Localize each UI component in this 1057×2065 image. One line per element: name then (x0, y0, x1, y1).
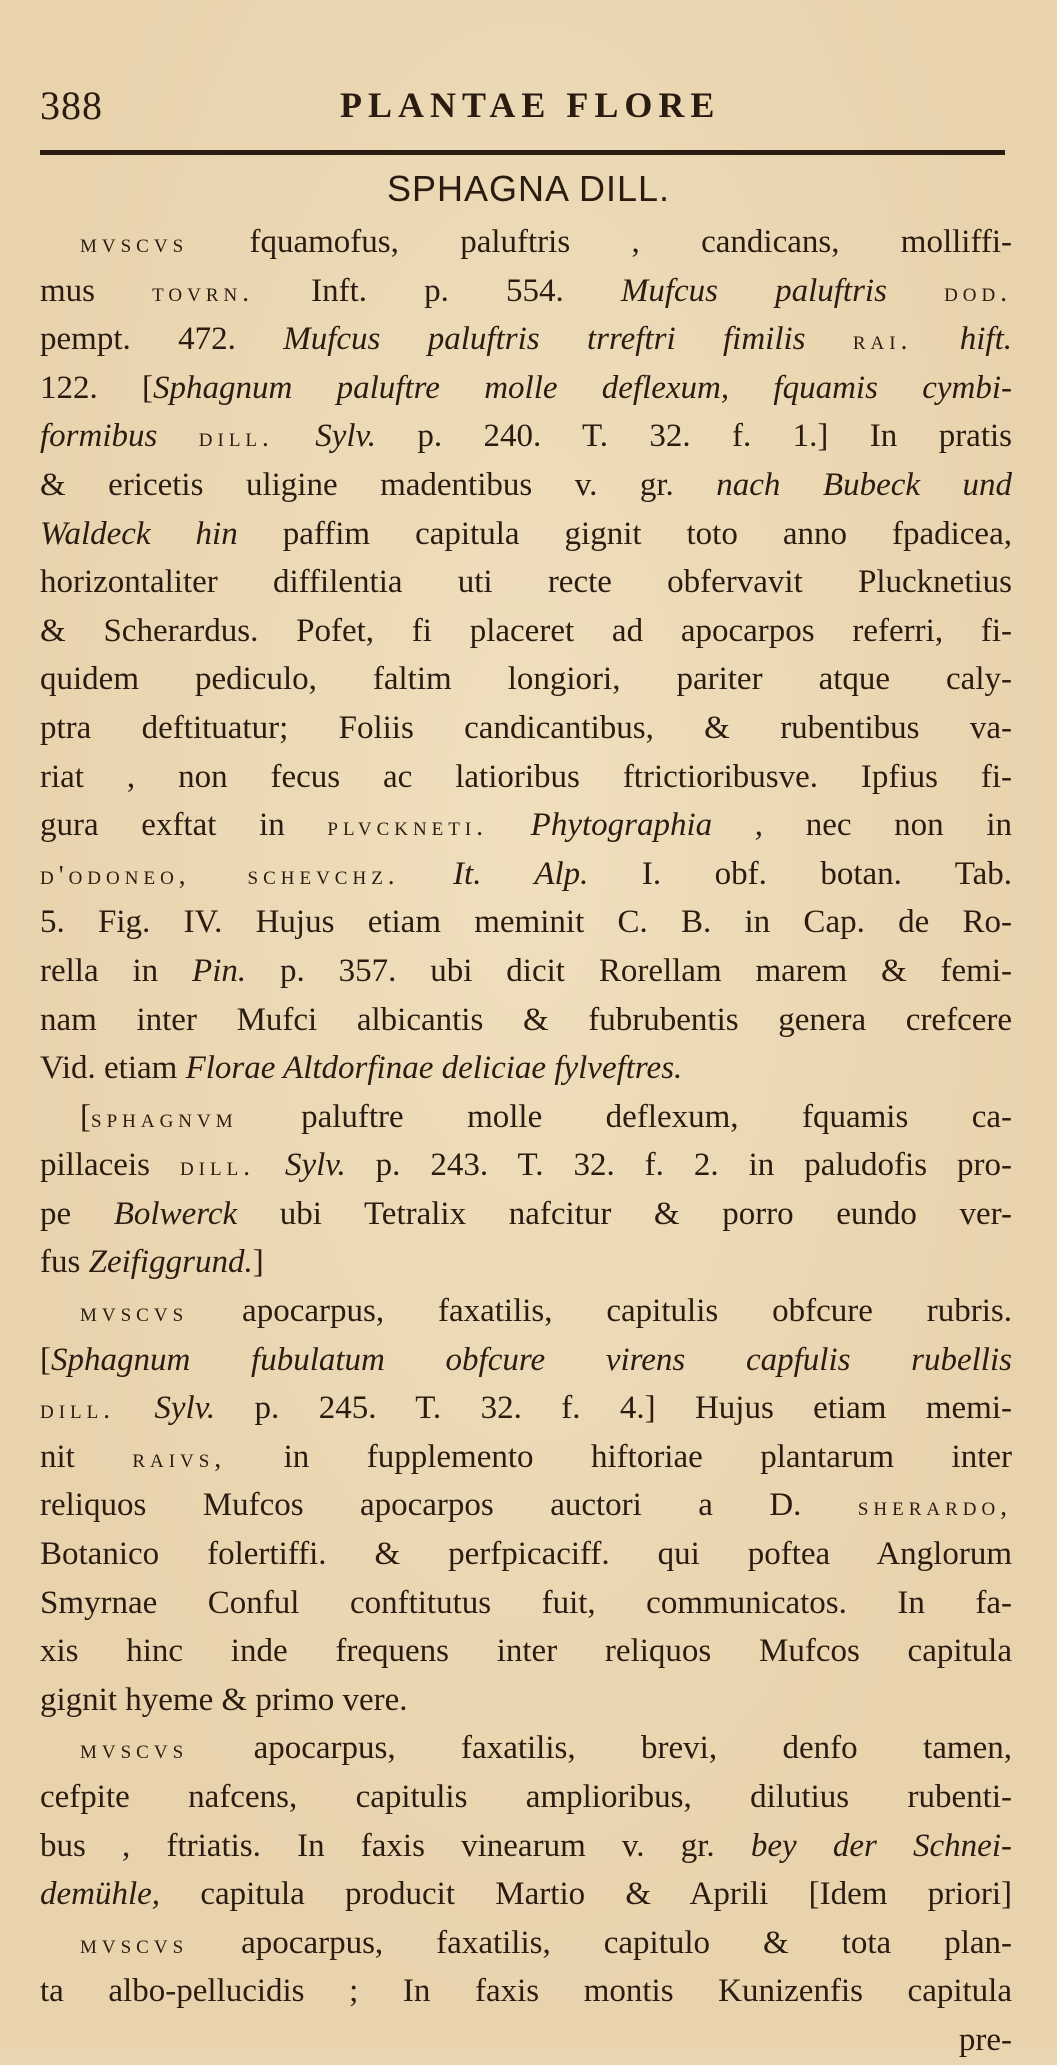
text-line (40, 1530, 1012, 1579)
text-run: & Scherardus. Pofet, fi placeret ad apocarpos referri, fi- (40, 612, 1012, 649)
text-run: paffim capitula gignit toto anno fpadicea, (237, 515, 1012, 552)
text-run: quidem pediculo, faltim longiori, pariter atque caly- (40, 661, 1012, 698)
text-line (40, 753, 1012, 802)
small-caps-name: mvscvs (80, 1734, 189, 1765)
text-run (806, 321, 853, 357)
small-caps-name: dod. (944, 276, 1012, 307)
text-run: [ (80, 1098, 91, 1135)
text-run: Vid. etiam (40, 1050, 186, 1087)
text-line (40, 1141, 1012, 1190)
text-run: pillaceis (40, 1147, 180, 1184)
text-run (400, 856, 453, 892)
text-line (40, 1627, 1012, 1676)
text-run: Smyrnae Conful conftitutus fuit, communicatos. In fa- (40, 1584, 1012, 1621)
italic-text: Sphagnum fubulatum obfcure virens capfulis rubellis (51, 1341, 1012, 1378)
text-run: gignit hyeme & primo vere. (40, 1681, 408, 1718)
text-run: nit (40, 1438, 133, 1475)
text-run: I. obf. botan. Tab. (588, 855, 1012, 892)
text-run (157, 418, 198, 454)
page-number: 388 (40, 83, 103, 128)
small-caps-name: dill. (198, 422, 274, 453)
text-run: mus (40, 272, 153, 309)
text-run: Botanico folertiffi. & perfpicaciff. qui poftea Anglorum (40, 1536, 1012, 1573)
text-line (40, 996, 1012, 1045)
small-caps-name: tovrn. (152, 276, 254, 307)
small-caps-name: d'odoneo, schevchz. (40, 859, 400, 890)
italic-text: Sylv. (315, 418, 376, 455)
italic-text: Pin. (192, 952, 247, 989)
text-run: nam inter Mufci albicantis & fubrubentis genera crefcere (40, 1001, 1012, 1038)
text-run: pre- (958, 2021, 1012, 2058)
italic-text: Mufcus paluftris (620, 272, 887, 309)
text-line (40, 315, 1012, 364)
text-run: Inft. p. 554. (253, 272, 621, 309)
text-run: xis hinc inde frequens inter reliquos Mufcos capitula (40, 1633, 1012, 1670)
small-caps-name: sphagnvm (91, 1102, 238, 1133)
text-run: ptra deftituatur; Foliis candicantibus, & rubentibus va- (40, 709, 1012, 746)
text-run: gura exftat in (40, 807, 328, 844)
text-line (40, 607, 1012, 656)
small-caps-name: dill. (40, 1394, 116, 1425)
text-run: fus (40, 1244, 89, 1281)
page-header (40, 82, 1020, 132)
text-line (40, 364, 1012, 413)
text-run: pempt. 472. (40, 321, 284, 358)
italic-text: nach Bubeck und (716, 466, 1012, 503)
text-run: nec non in (763, 807, 1012, 844)
text-line (40, 461, 1012, 510)
text-line (40, 704, 1012, 753)
text-line (40, 1287, 1012, 1336)
header-rule (40, 150, 1005, 155)
text-run: 5. Fig. IV. Hujus etiam meminit C. B. in Cap. de Ro- (40, 904, 1012, 941)
text-line (40, 1579, 1012, 1628)
text-run (887, 273, 944, 309)
text-run: p. 240. T. 32. f. 1.] In pratis (375, 418, 1012, 455)
text-line (40, 1238, 1012, 1287)
text-run: p. 357. ubi dicit Rorellam marem & femi- (246, 952, 1012, 989)
text-run: 122. [ (40, 369, 154, 406)
small-caps-name: raivs, (132, 1442, 227, 1473)
text-run: ] (252, 1244, 264, 1281)
text-line (40, 1967, 1012, 2016)
text-run: paluftre molle deflexum, fquamis ca- (237, 1098, 1012, 1135)
italic-text: Bolwerck (113, 1195, 238, 1232)
text-line (40, 1190, 1012, 1239)
text-run: in fupplemento hiftoriae plantarum inter (226, 1438, 1012, 1475)
text-line (40, 1481, 1012, 1530)
small-caps-name: mvscvs (80, 1297, 189, 1328)
text-run (912, 321, 959, 357)
text-run: fquamofus, paluftris , candicans, molliffi- (188, 224, 1012, 260)
italic-text: bey der Schnei- (750, 1827, 1012, 1864)
italic-text: Florae Altdorfinae deliciae fylveftres. (185, 1050, 683, 1087)
text-run: p. 243. T. 32. f. 2. in paludofis pro- (345, 1147, 1012, 1184)
text-run: apocarpus, faxatilis, capitulo & tota plan- (188, 1924, 1012, 1961)
italic-text: Mufcus paluftris trreftri fimilis (283, 321, 806, 358)
text-line (40, 1044, 1012, 1093)
section-title: SPHAGNA DILL. (386, 168, 671, 209)
text-line (40, 510, 1012, 559)
italic-text: Waldeck hin (40, 515, 238, 552)
small-caps-name: dill. (179, 1151, 255, 1182)
text-run: horizontaliter diffilentia uti recte obfervavit Plucknetius (40, 564, 1012, 601)
text-run: riat , non fecus ac latioribus ftrictioribusve. Ipfius fi- (40, 758, 1012, 795)
text-line (40, 801, 1012, 850)
text-run: & ericetis uligine madentibus v. gr. (40, 466, 717, 503)
text-run: apocarpus, faxatilis, brevi, denfo tamen, (188, 1730, 1012, 1767)
text-line (40, 1384, 1012, 1433)
body-text (40, 218, 1012, 2065)
text-run: ta albo-pellucidis ; In faxis montis Kunizenfis capitula (40, 1973, 1012, 2010)
text-line (40, 1870, 1012, 1919)
text-run (115, 1390, 154, 1426)
small-caps-name: rai. (852, 325, 913, 356)
text-line (40, 1093, 1012, 1142)
text-run: ubi Tetralix nafcitur & porro eundo ver- (237, 1195, 1012, 1232)
italic-text: Sylv. (284, 1147, 346, 1184)
text-run: p. 245. T. 32. f. 4.] Hujus etiam memi- (215, 1390, 1012, 1427)
text-line (40, 655, 1012, 704)
text-run: reliquos Mufcos apocarpos auctori a D. (40, 1487, 858, 1524)
text-line (40, 2016, 1012, 2065)
text-line (40, 898, 1012, 947)
text-line (40, 267, 1012, 316)
italic-text: hift. (959, 321, 1012, 358)
italic-text: formibus (40, 418, 158, 455)
text-run: pe (40, 1195, 114, 1232)
italic-text: demühle, (40, 1876, 161, 1913)
text-line (40, 1919, 1012, 1968)
small-caps-name: plvckneti. (327, 811, 488, 842)
text-run: rella in (40, 952, 193, 989)
text-line (40, 1724, 1012, 1773)
text-line (40, 1676, 1012, 1725)
text-run: cefpite nafcens, capitulis amplioribus, dilutius rubenti- (40, 1779, 1012, 1815)
text-run: [ (40, 1341, 51, 1378)
text-run (255, 1147, 285, 1183)
small-caps-name: mvscvs (80, 1928, 189, 1959)
text-run: apocarpus, faxatilis, capitulis obfcure rubris. (188, 1293, 1012, 1330)
text-run: capitula producit Martio & Aprili [Idem priori] (160, 1876, 1012, 1913)
small-caps-name: sherardo, (857, 1491, 1012, 1522)
text-line (40, 947, 1012, 996)
italic-text: Zeifiggrund. (88, 1244, 253, 1281)
italic-text: Sphagnum paluftre molle deflexum, fquamis cymbi- (153, 369, 1012, 406)
text-line (40, 850, 1012, 899)
italic-text: Phytographia , (530, 807, 764, 844)
text-line (40, 218, 1012, 267)
text-line (40, 558, 1012, 607)
text-run (488, 807, 531, 843)
italic-text: Sylv. (154, 1390, 216, 1427)
running-head: PLANTAE FLORE (340, 85, 721, 125)
text-line (40, 1822, 1012, 1871)
text-line (40, 1433, 1012, 1482)
text-line (40, 1773, 1012, 1822)
text-run: bus , ftriatis. In faxis vinearum v. gr. (40, 1827, 751, 1864)
italic-text: It. Alp. (453, 855, 589, 892)
text-line (40, 1336, 1012, 1385)
text-line (40, 412, 1012, 461)
small-caps-name: mvscvs (80, 228, 189, 258)
text-run (274, 418, 315, 454)
